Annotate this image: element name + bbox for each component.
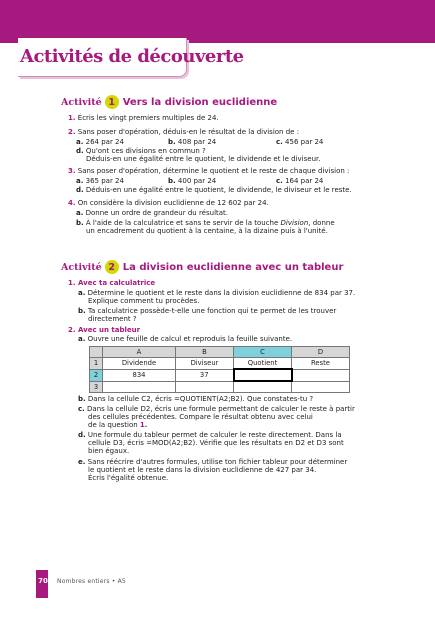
q3-c: c. 164 par 24: [276, 177, 324, 185]
s2-e-cont2: Écris l'égalité obtenue.: [88, 474, 169, 482]
activity-number-badge: 2: [105, 260, 119, 274]
cell-a2[interactable]: 834: [103, 369, 176, 381]
s1-a: a. Détermine le quotient et le reste dans la division euclidienne de 834 par 37.: [78, 289, 356, 297]
column-header-c[interactable]: C: [234, 347, 292, 358]
s2-c: c. Dans la cellule D2, écris une formule permettant de calculer le reste à partir: [78, 405, 355, 413]
chapter-label: Nombres entiers • A5: [57, 578, 126, 585]
activity-number-badge: 1: [105, 95, 119, 109]
s2-b: b. Dans la cellule C2, écris =QUOTIENT(A2;B2). Que constates-tu ?: [78, 395, 314, 403]
cell-d2[interactable]: [292, 369, 350, 381]
q3-a: a. 365 par 24: [76, 177, 124, 185]
column-header-d[interactable]: D: [292, 347, 350, 358]
q3-b: b. 400 par 24: [168, 177, 217, 185]
cell-b2[interactable]: 37: [176, 369, 234, 381]
cell-c1[interactable]: Quotient: [234, 358, 292, 370]
cell-b1[interactable]: Diviseur: [176, 358, 234, 370]
row-header-3[interactable]: 3: [90, 381, 103, 393]
cell-a3[interactable]: [103, 381, 176, 393]
top-banner: [0, 0, 435, 43]
cell-c2[interactable]: [234, 369, 292, 381]
s2-c-cont2: de la question 1.: [88, 421, 148, 429]
spreadsheet: [89, 346, 350, 393]
page-title: Activités de découverte: [20, 46, 244, 67]
q2-d: d. Qu'ont ces divisions en commun ?: [76, 147, 206, 155]
q4-a: a. Donne un ordre de grandeur du résultat.: [76, 209, 229, 217]
cell-c3[interactable]: [234, 381, 292, 393]
q2-b: b. 408 par 24: [168, 138, 217, 146]
question-4: 4. On considère la division euclidienne de 12 602 par 24.: [68, 199, 269, 207]
s2-a: a. Ouvre une feuille de calcul et reproduis la feuille suivante.: [78, 335, 293, 343]
row-header-1[interactable]: 1: [90, 358, 103, 370]
question-1: 1. Écris les vingt premiers multiples de 24.: [68, 114, 219, 122]
column-header-b[interactable]: B: [176, 347, 234, 358]
activity-title: La division euclidienne avec un tableur: [122, 261, 344, 273]
cell-d1[interactable]: Reste: [292, 358, 350, 370]
q4-b-cont: un encadrement du quotient à la centaine, à la dizaine puis à l'unité.: [86, 227, 328, 235]
activity-title: Vers la division euclidienne: [122, 96, 278, 108]
corner-cell: [90, 347, 103, 358]
question-2: 2. Sans poser d'opération, déduis-en le résultat de la division de :: [68, 128, 300, 136]
s2-e: e. Sans réécrire d'autres formules, utilise ton fichier tableur pour déterminer: [78, 458, 348, 466]
q2-c: c. 456 par 24: [276, 138, 324, 146]
page-number: 70: [38, 577, 48, 585]
cell-b3[interactable]: [176, 381, 234, 393]
activity-1-heading: [61, 95, 277, 109]
s2-c-cont: des cellules précédentes. Compare le résultat obtenu avec celui: [88, 413, 313, 421]
q3-d: d. Déduis-en une égalité entre le quotient, le dividende, le diviseur et le reste.: [76, 186, 352, 194]
s1-b-cont: directement ?: [88, 315, 137, 323]
activity-label: Activité: [61, 96, 102, 108]
s2-d-cont2: bien égaux.: [88, 447, 130, 455]
s2-d: d. Une formule du tableur permet de calculer le reste directement. Dans la: [78, 431, 342, 439]
q2-a: a. 264 par 24: [76, 138, 124, 146]
cell-a1[interactable]: Dividende: [103, 358, 176, 370]
s1-b: b. Ta calculatrice possède-t-elle une fonction qui te permet de les trouver: [78, 307, 337, 315]
activity-2-heading: [61, 260, 343, 274]
cell-d3[interactable]: [292, 381, 350, 393]
question-3: 3. Sans poser d'opération, détermine le quotient et le reste de chaque division :: [68, 167, 350, 175]
q4-b: b. À l'aide de la calculatrice et sans te servir de la touche Division, donne: [76, 219, 335, 227]
row-header-2[interactable]: 2: [90, 369, 103, 381]
s2-d-cont: cellule D3, écris =MOD(A2;B2). Vérifie que les résultats en D2 et D3 sont: [88, 439, 344, 447]
section-2-title: 2. Avec un tableur: [68, 326, 141, 334]
activity-label: Activité: [61, 261, 102, 273]
s1-a-cont: Explique comment tu procèdes.: [88, 297, 200, 305]
column-header-a[interactable]: A: [103, 347, 176, 358]
section-1-title: 1. Avec ta calculatrice: [68, 279, 156, 287]
q2-d-cont: Déduis-en une égalité entre le quotient, le dividende et le diviseur.: [86, 155, 321, 163]
s2-e-cont: le quotient et le reste dans la division euclidienne de 427 par 34.: [88, 466, 317, 474]
